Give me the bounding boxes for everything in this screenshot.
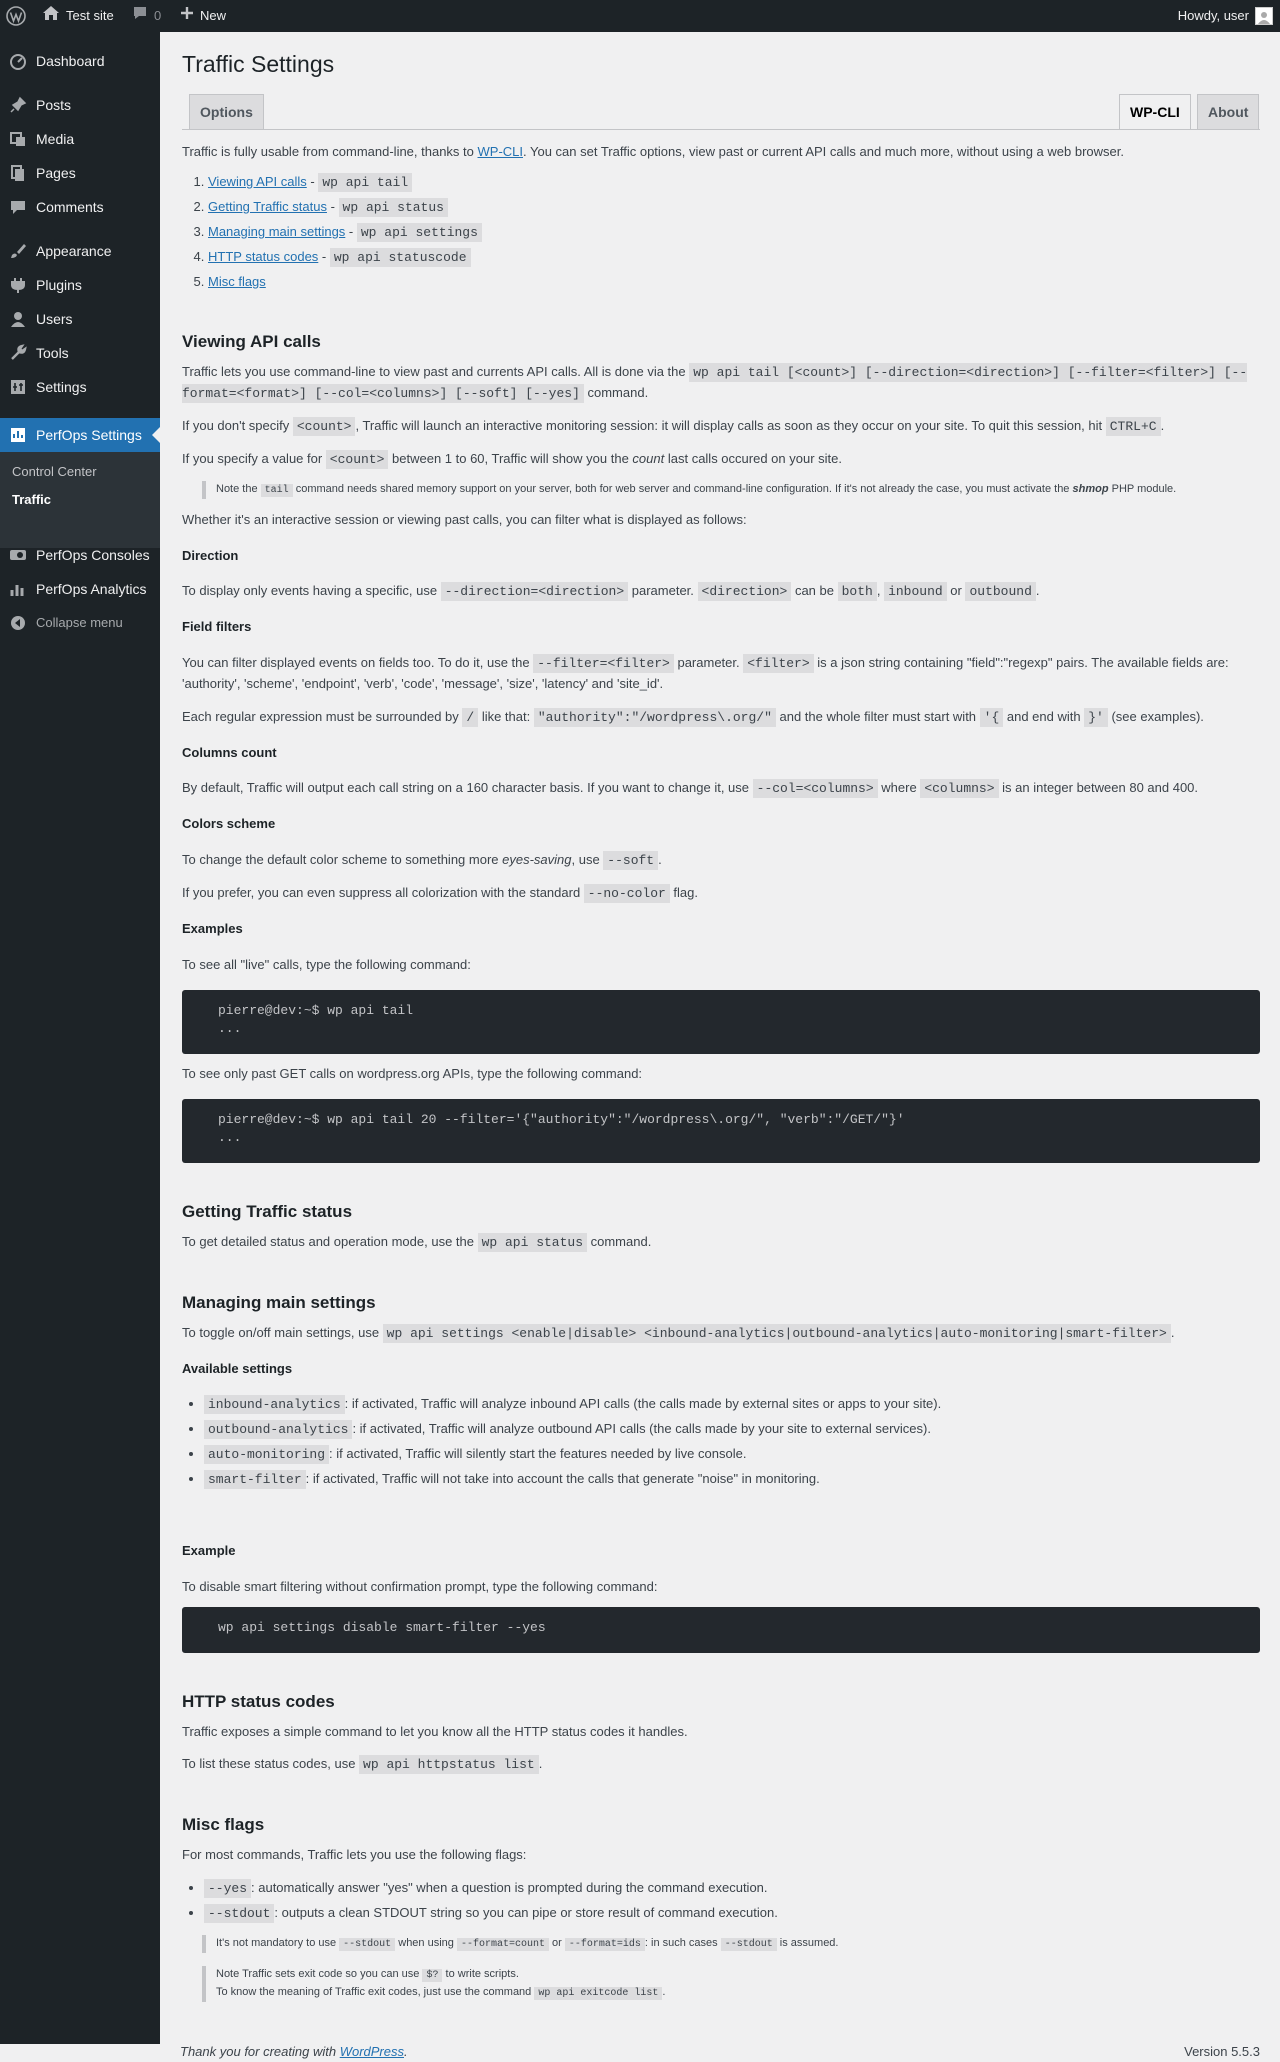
- new-content-link[interactable]: [180, 0, 226, 32]
- subsection-title-available: Available settings: [182, 1361, 293, 1376]
- toc-code: wp api settings: [357, 223, 482, 242]
- perfops-icon: [0, 426, 36, 444]
- viewing-p1: Traffic lets you use command-line to view past and currents API calls. All is done via the wp api tail [<count>] [--direction=<direction>] [--filter=<filter>] [--format=<format>] [--col=<columns>] [--soft] [--yes] command.: [182, 364, 1248, 401]
- sidebar-item-label: Plugins: [36, 276, 82, 293]
- sidebar-item-appearance[interactable]: [0, 234, 160, 268]
- sidebar-item-users[interactable]: [0, 302, 160, 336]
- sidebar-item-plugins[interactable]: [0, 268, 160, 302]
- sidebar-item-label: PerfOps Analytics: [36, 580, 147, 597]
- tab-divider: [182, 129, 1260, 130]
- plus-icon: [180, 6, 194, 26]
- site-name-label: Test site: [66, 8, 114, 24]
- howdy-label: Howdy, user: [1177, 8, 1249, 24]
- toc-link-viewing[interactable]: Viewing API calls: [208, 174, 307, 189]
- sidebar-item-label: Media: [36, 130, 75, 147]
- regex-text: Each regular expression must be surrounded by / like that: "authority":"/wordpress\.org/" and the whole filter must start with '{ and end with }' (see examples).: [182, 709, 1204, 725]
- brush-icon: [0, 242, 36, 260]
- wordpress-logo-icon[interactable]: [6, 0, 26, 32]
- subsection-title-field-filters: Field filters: [182, 619, 252, 634]
- sidebar-item-comments[interactable]: [0, 190, 160, 224]
- sidebar-item-perfops-settings[interactable]: [0, 418, 160, 452]
- footer-version: Version 5.5.3: [1184, 2044, 1260, 2059]
- pin-icon: [0, 96, 36, 114]
- settings-text: To toggle on/off main settings, use wp api settings <enable|disable> <inbound-analytics|outbound-analytics|auto-monitoring|smart-filter> .: [182, 1325, 1175, 1341]
- status-text: To get detailed status and operation mode, use the wp api status command.: [182, 1234, 652, 1250]
- console-icon: [0, 546, 36, 564]
- shmop-note: Note the tail command needs shared memory support on your server, both for web server and command-line configuration. If it's not already the case, you must activate the shmop PHP module.: [202, 481, 1260, 499]
- example-1-text: To see all "live" calls, type the following command:: [182, 957, 471, 972]
- subsection-title-example: Example: [182, 1543, 236, 1558]
- intro-text: Traffic is fully usable from command-line, thanks to WP-CLI. You can set Traffic options, view past or current API calls and much more, without using a web browser.: [182, 144, 1124, 159]
- sidebar-item-label: Tools: [36, 344, 69, 361]
- comment-icon: [0, 198, 36, 216]
- collapse-icon: [0, 614, 36, 632]
- dashboard-icon: [0, 52, 36, 70]
- subsection-title-direction: Direction: [182, 548, 239, 563]
- settings-list: [182, 1394, 1260, 1494]
- toc-link-status[interactable]: Getting Traffic status: [208, 199, 327, 214]
- viewing-p2: If you don't specify <count> , Traffic will launch an interactive monitoring session: it will display calls as soon as they occur on your site. To quit this session, hit CTRL+C .: [182, 418, 1165, 434]
- terminal-example-2: [182, 1099, 1260, 1163]
- sidebar-item-perfops-analytics[interactable]: [0, 572, 160, 606]
- example-2-text: To see only past GET calls on wordpress.org APIs, type the following command:: [182, 1066, 643, 1081]
- user-icon: [0, 310, 36, 328]
- toc-item: [208, 272, 1260, 297]
- section-title-misc: Misc flags: [182, 1815, 265, 1834]
- list-item: • smart-filter : if activated, Traffic will not take into account the calls that generate "noise" in monitoring.: [204, 1469, 1260, 1494]
- collapse-menu-button[interactable]: [0, 606, 160, 640]
- section-title-status: Getting Traffic status: [182, 1202, 353, 1221]
- section-title-viewing: Viewing API calls: [182, 332, 321, 351]
- terminal-example-3: [182, 1607, 1260, 1653]
- table-of-contents: [182, 172, 1260, 297]
- sidebar-item-media[interactable]: [0, 122, 160, 156]
- sidebar-item-label: Users: [36, 310, 73, 327]
- tab-about[interactable]: About: [1197, 94, 1259, 130]
- section-title-settings: Managing main settings: [182, 1293, 376, 1312]
- section-title-http: HTTP status codes: [182, 1692, 335, 1711]
- toc-item: 4. HTTP status codes - wp api statuscode: [208, 247, 1260, 272]
- comments-count: 0: [154, 8, 162, 24]
- sidebar-item-perfops-consoles[interactable]: [0, 538, 160, 572]
- subsection-title-examples: Examples: [182, 921, 243, 936]
- list-item: • inbound-analytics : if activated, Traffic will analyze inbound API calls (the calls made by external sites or apps to your site).: [204, 1394, 1260, 1419]
- toc-item: 1. Viewing API calls - wp api tail: [208, 172, 1260, 197]
- footer-thanks: Thank you for creating with WordPress.: [180, 2044, 408, 2059]
- collapse-menu-label: Collapse menu: [36, 615, 123, 631]
- pages-icon: [0, 164, 36, 182]
- terminal-line: ...: [218, 1021, 242, 1036]
- settings-icon: [0, 378, 36, 396]
- list-item: • outbound-analytics : if activated, Traffic will analyze outbound API calls (the calls made by your site to external services).: [204, 1419, 1260, 1444]
- home-icon: [42, 5, 60, 27]
- no-color-text: If you prefer, you can even suppress all colorization with the standard --no-color flag.: [182, 885, 698, 901]
- subsection-title-colors: Colors scheme: [182, 816, 276, 831]
- media-icon: [0, 130, 36, 148]
- sidebar-item-label: PerfOps Consoles: [36, 546, 150, 563]
- terminal-example-1: [182, 990, 1260, 1054]
- toc-item: 3. Managing main settings - wp api settings: [208, 222, 1260, 247]
- tab-wp-cli[interactable]: WP-CLI: [1119, 94, 1191, 130]
- avatar: [1255, 7, 1273, 25]
- chart-icon: [0, 580, 36, 598]
- sidebar-item-settings[interactable]: [0, 370, 160, 404]
- sidebar-item-dashboard[interactable]: [0, 44, 160, 78]
- new-label: New: [200, 8, 227, 24]
- comments-link[interactable]: [132, 0, 161, 32]
- toc-link-http[interactable]: HTTP status codes: [208, 249, 319, 264]
- wrench-icon: [0, 344, 36, 362]
- list-item: • auto-monitoring : if activated, Traffic will silently start the features needed by live console.: [204, 1444, 1260, 1469]
- submenu-item-control-center[interactable]: Control Center: [12, 464, 97, 479]
- my-account-link[interactable]: [1178, 0, 1273, 32]
- page-title: Traffic Settings: [182, 51, 335, 77]
- wp-cli-link[interactable]: WP-CLI: [477, 144, 524, 159]
- sidebar-item-label: Appearance: [36, 242, 112, 259]
- list-item: • --yes : automatically answer "yes" when a question is prompted during the command execution.: [204, 1878, 1260, 1903]
- tab-options[interactable]: Options: [189, 94, 264, 130]
- exit-code-note: Note Traffic sets exit code so you can use $? to write scripts. To know the meaning of Traffic exit codes, just use the command wp api exitcode list .: [202, 1966, 1260, 2002]
- sidebar-item-label: PerfOps Settings: [36, 426, 142, 443]
- sidebar-item-label: Comments: [36, 198, 104, 215]
- settings-example-text: To disable smart filtering without confirmation prompt, type the following command:: [182, 1579, 658, 1594]
- sidebar-item-posts[interactable]: [0, 88, 160, 122]
- wordpress-link[interactable]: WordPress: [339, 2044, 404, 2059]
- misc-text: For most commands, Traffic lets you use the following flags:: [182, 1847, 527, 1862]
- admin-bar: [0, 0, 1280, 32]
- field-filters-text: You can filter displayed events on fields too. To do it, use the --filter=<filter> parameter. <filter> is a json string containing "field":"regexp" pairs. The available fields are: 'authority', 'scheme', 'endpoint', 'verb', 'code', 'message', 'size', 'latency' and 'site_id'.: [182, 655, 1229, 691]
- toc-code: wp api tail: [318, 173, 412, 192]
- site-name-link[interactable]: [42, 0, 114, 32]
- admin-sidebar: [0, 32, 160, 2044]
- sidebar-item-label: Dashboard: [36, 52, 105, 69]
- http-text-1: Traffic exposes a simple command to let you know all the HTTP status codes it handles.: [182, 1724, 688, 1739]
- terminal-line: pierre@dev:~$ wp api tail 20 --filter='{"authority":"/wordpress\.org/", "verb":"/GET/"}': [218, 1112, 905, 1127]
- sidebar-item-label: Settings: [36, 378, 87, 395]
- direction-text: To display only events having a specific, use --direction=<direction> parameter. <direction> can be both , inbound or outbound .: [182, 583, 1040, 599]
- sidebar-item-label: Posts: [36, 96, 72, 113]
- viewing-p4: Whether it's an interactive session or viewing past calls, you can filter what is displayed as follows:: [182, 512, 747, 527]
- toc-code: wp api status: [339, 198, 448, 217]
- toc-link-settings[interactable]: Managing main settings: [208, 224, 346, 239]
- comment-icon: [132, 5, 148, 27]
- colors-text: To change the default color scheme to something more eyes-saving, use --soft .: [182, 852, 662, 868]
- columns-text: By default, Traffic will output each call string on a 160 character basis. If you want to change it, use --col=<columns> where <columns> is an integer between 80 and 400.: [182, 780, 1199, 796]
- terminal-line: ...: [218, 1130, 242, 1145]
- toc-link-misc[interactable]: Misc flags: [208, 274, 266, 289]
- terminal-line: pierre@dev:~$ wp api tail: [218, 1003, 414, 1018]
- plug-icon: [0, 276, 36, 294]
- list-item: • --stdout : outputs a clean STDOUT string so you can pipe or store result of command execution.: [204, 1903, 1260, 1928]
- misc-list: [182, 1878, 1260, 1928]
- subsection-title-columns: Columns count: [182, 745, 277, 760]
- viewing-p3: If you specify a value for <count> between 1 to 60, Traffic will show you the count last calls occured on your site.: [182, 451, 842, 467]
- sidebar-item-label: Pages: [36, 164, 76, 181]
- perfops-submenu: [0, 452, 160, 548]
- terminal-line: wp api settings disable smart-filter --yes: [218, 1620, 546, 1635]
- http-text-2: To list these status codes, use wp api httpstatus list .: [182, 1756, 543, 1772]
- sidebar-item-pages[interactable]: [0, 156, 160, 190]
- submenu-item-traffic[interactable]: Traffic: [12, 492, 52, 507]
- sidebar-item-tools[interactable]: [0, 336, 160, 370]
- toc-item: 2. Getting Traffic status - wp api status: [208, 197, 1260, 222]
- stdout-note: It's not mandatory to use --stdout when using --format=count or --format=ids : in such cases --stdout is assumed.: [202, 1935, 1260, 1953]
- toc-code: wp api statuscode: [330, 248, 471, 267]
